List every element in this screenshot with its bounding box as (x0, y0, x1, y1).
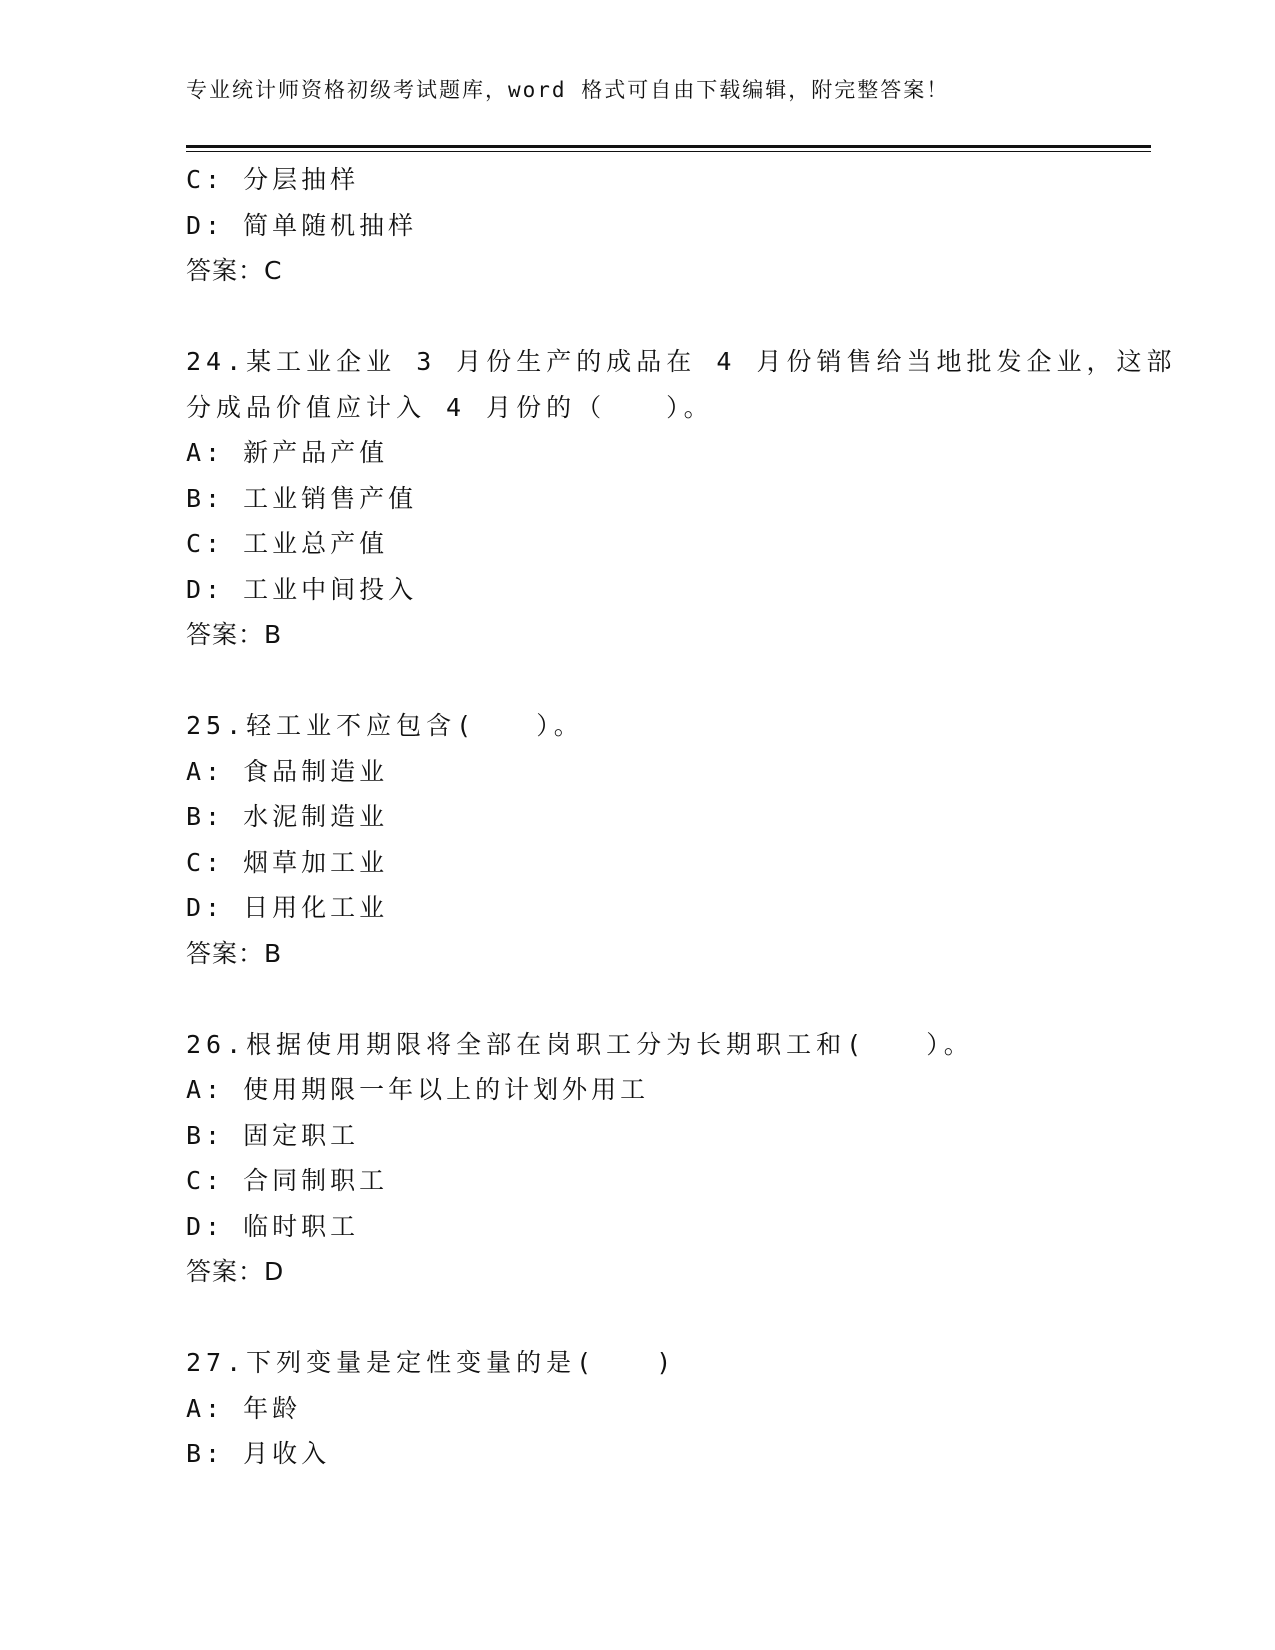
question-26 (186, 1022, 1151, 1295)
option-d: D: 日用化工业 (186, 893, 389, 922)
option-a: A: 使用期限一年以上的计划外用工 (186, 1075, 650, 1104)
option-c: C: 分层抽样 (186, 165, 360, 194)
question-27 (186, 1340, 1151, 1477)
question-24 (186, 339, 1177, 658)
answer-line: 答案：C (186, 256, 283, 285)
answer-line: 答案：B (186, 620, 283, 649)
answer-line: 答案：B (186, 938, 283, 968)
option-c: C: 工业总产值 (186, 529, 389, 558)
option-a: A: 食品制造业 (186, 756, 389, 786)
option-b: B: 水泥制造业 (186, 802, 389, 831)
option-b: B: 工业销售产值 (186, 483, 418, 513)
option-a: A: 新产品产值 (186, 438, 389, 467)
question-content (186, 157, 1177, 1477)
page-header: 专业统计师资格初级考试题库，word 格式可自由下载编辑，附完整答案！ (186, 78, 950, 102)
question-stem: 25.轻工业不应包含( ）。 (186, 711, 584, 740)
option-d: D: 简单随机抽样 (186, 210, 418, 240)
answer-line: 答案：D (186, 1257, 285, 1286)
option-b: B: 月收入 (186, 1439, 331, 1468)
option-c: C: 烟草加工业 (186, 847, 389, 877)
question-stem: 26.根据使用期限将全部在岗职工分为长期职工和( ）。 (186, 1029, 974, 1059)
option-c: C: 合同制职工 (186, 1166, 389, 1195)
option-d: D: 临时职工 (186, 1211, 360, 1241)
question-25 (186, 703, 1151, 976)
question-stem: 27.下列变量是定性变量的是( ) (186, 1348, 677, 1377)
option-d: D: 工业中间投入 (186, 574, 418, 604)
header-divider-thick (186, 145, 1151, 148)
question-stem: 24.某工业企业 3 月份生产的成品在 4 月份销售给当地批发企业，这部 (186, 347, 1177, 376)
question-stem: 分成品价值应计入 4 月份的（ ）。 (186, 392, 714, 422)
question-23-continuation (186, 157, 1151, 294)
option-b: B: 固定职工 (186, 1120, 360, 1150)
option-a: A: 年龄 (186, 1393, 302, 1423)
header-divider-thin (186, 151, 1151, 152)
